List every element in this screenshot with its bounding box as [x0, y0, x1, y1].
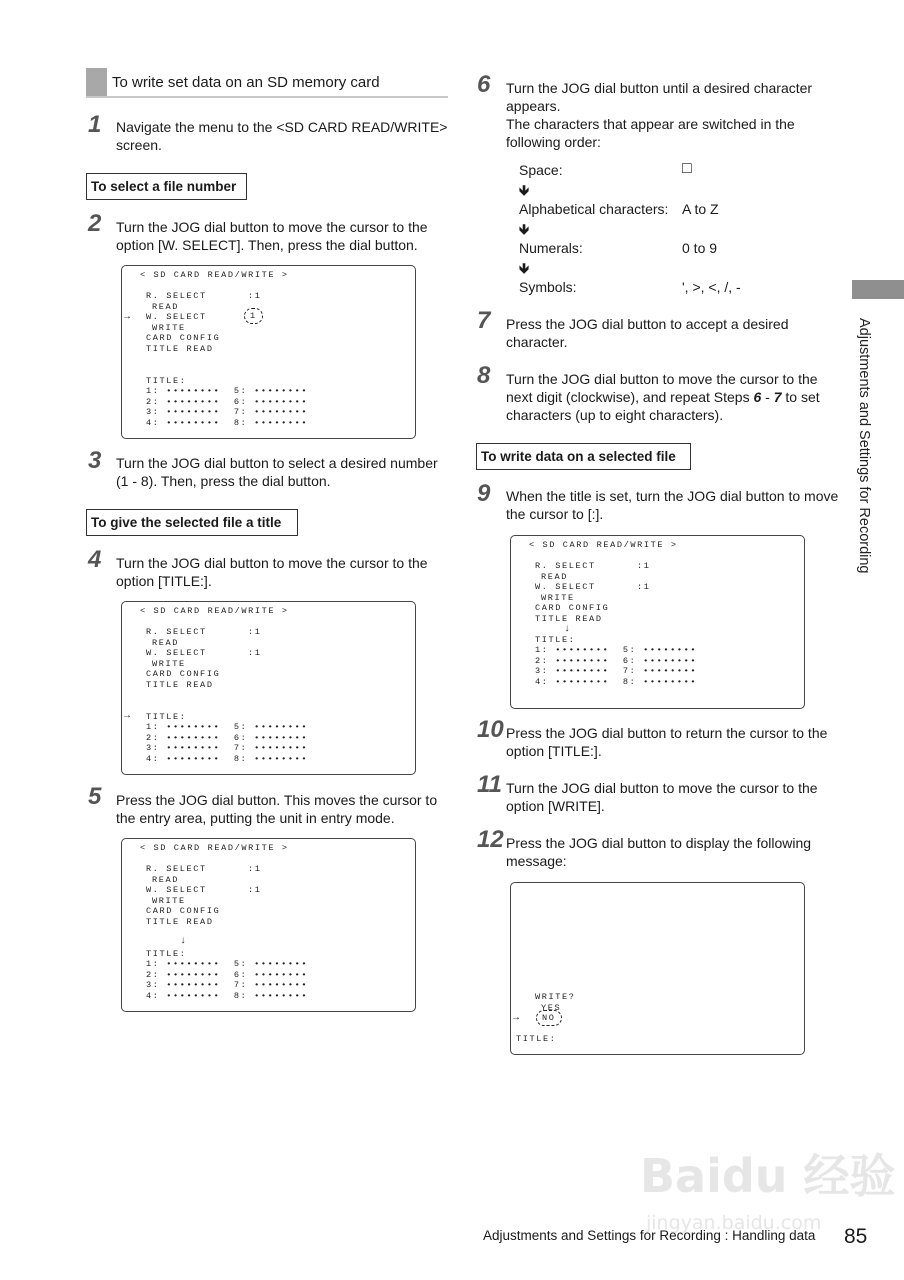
down-arrow-icon: 🡻 [519, 182, 530, 198]
step-number: 8 [477, 362, 491, 389]
subhead-file-number: To select a file number [86, 173, 247, 200]
footer-text: Adjustments and Settings for Recording : Handling data [483, 1228, 816, 1243]
lcd-screen-entry [121, 838, 416, 1012]
order-value: A to Z [682, 201, 719, 217]
menu-write: WRITE [152, 659, 186, 669]
order-label: Space: [519, 162, 563, 178]
title-row: 4: •••••••• 8: •••••••• [535, 677, 698, 687]
menu-r-select: R. SELECT [146, 627, 207, 637]
title-row: 1: •••••••• 5: •••••••• [146, 386, 309, 396]
down-arrow-icon: 🡻 [519, 260, 530, 276]
screen-header: < SD CARD READ/WRITE > [140, 843, 289, 853]
menu-w-select: W. SELECT [535, 582, 596, 592]
title-label: TITLE: [516, 1034, 557, 1044]
menu-title-read: TITLE READ [146, 680, 214, 690]
cursor-arrow: → [513, 1013, 521, 1024]
menu-value: :1 [248, 627, 262, 637]
step-text: Press the JOG dial button to return the cursor to the option [TITLE:]. [506, 725, 828, 759]
title-row: 1: •••••••• 5: •••••••• [146, 959, 309, 969]
menu-read: READ [152, 875, 180, 885]
option-no: NO [536, 1010, 562, 1026]
title-row: 4: •••••••• 8: •••••••• [146, 418, 309, 428]
page-number: 85 [844, 1225, 868, 1248]
step-number: 1 [88, 111, 102, 138]
subhead-file-title: To give the selected file a title [86, 509, 298, 536]
menu-card-config: CARD CONFIG [146, 669, 221, 679]
cursor-arrow: → [124, 711, 132, 722]
step-number: 5 [88, 783, 102, 810]
step-number: 3 [88, 447, 102, 474]
title-label: TITLE: [146, 949, 187, 959]
step-text: Turn the JOG dial button to move the cursor to the next digit (clockwise), and repeat Steps 6 - 7 to set characters (up to eight characters). [506, 371, 820, 423]
title-row: 3: •••••••• 7: •••••••• [146, 407, 309, 417]
step-text: Turn the JOG dial button to move the cursor to the option [WRITE]. [506, 780, 818, 814]
menu-r-select: R. SELECT [535, 561, 596, 571]
cursor-down-arrow: ↓ [564, 624, 572, 635]
section-header [86, 68, 448, 98]
title-label: TITLE: [535, 635, 576, 645]
step-number: 9 [477, 480, 491, 507]
menu-write: WRITE [541, 593, 575, 603]
step-number: 12 [477, 826, 504, 853]
step-text: Press the JOG dial button. This moves the cursor to the entry area, putting the unit in entry mode. [116, 792, 438, 826]
screen-header: < SD CARD READ/WRITE > [140, 270, 289, 280]
lcd-screen-wselect [121, 265, 416, 439]
step-text: Turn the JOG dial button to move the cursor to the option [TITLE:]. [116, 555, 428, 589]
blinking-value: 1 [244, 308, 263, 324]
title-row: 2: •••••••• 6: •••••••• [146, 733, 309, 743]
title-row: 3: •••••••• 7: •••••••• [146, 743, 309, 753]
down-arrow-icon: 🡻 [519, 221, 530, 237]
menu-r-select: R. SELECT [146, 864, 207, 874]
title-row: 2: •••••••• 6: •••••••• [146, 397, 309, 407]
step-number: 4 [88, 546, 102, 573]
write-prompt: WRITE? [535, 992, 576, 1002]
menu-w-select: W. SELECT [146, 312, 207, 322]
step-text: Turn the JOG dial button to select a desired number (1 - 8). Then, press the dial button. [116, 455, 438, 489]
title-row: 2: •••••••• 6: •••••••• [146, 970, 309, 980]
title-label: TITLE: [146, 712, 187, 722]
chapter-side-label: Adjustments and Settings for Recording [856, 318, 872, 574]
menu-value: :1 [248, 885, 262, 895]
menu-read: READ [541, 572, 569, 582]
step-text: When the title is set, turn the JOG dial button to move the cursor to [:]. [506, 488, 839, 522]
menu-read: READ [152, 302, 180, 312]
lcd-screen-write-confirm [510, 882, 805, 1055]
step-number: 11 [477, 771, 502, 798]
menu-write: WRITE [152, 896, 186, 906]
chapter-tab [852, 280, 904, 299]
menu-title-read: TITLE READ [146, 917, 214, 927]
step-text: Navigate the menu to the <SD CARD READ/WRITE> screen. [116, 119, 448, 153]
menu-card-config: CARD CONFIG [535, 603, 610, 613]
cursor-arrow: → [124, 312, 132, 323]
step-text: Press the JOG dial button to accept a desired character. [506, 316, 789, 350]
step-number: 2 [88, 210, 102, 237]
subhead-write-data: To write data on a selected file [476, 443, 691, 470]
order-label: Alphabetical characters: [519, 201, 669, 217]
menu-title-read: TITLE READ [146, 344, 214, 354]
menu-read: READ [152, 638, 180, 648]
watermark-url: jingyan.baidu.com [646, 1212, 822, 1234]
title-label: TITLE: [146, 376, 187, 386]
order-value: □ [682, 160, 692, 177]
order-value: 0 to 9 [682, 240, 718, 256]
section-header-bar [86, 68, 107, 96]
cursor-down-arrow: ↓ [180, 936, 188, 947]
step-text: Turn the JOG dial button until a desired character appears. The characters that appear are switched in the following order: [506, 80, 813, 150]
menu-value: :1 [248, 648, 262, 658]
lcd-screen-title [121, 601, 416, 775]
menu-value: :1 [248, 291, 262, 301]
step-number: 6 [477, 71, 491, 98]
menu-r-select: R. SELECT [146, 291, 207, 301]
order-value: ', >, <, /, - [682, 279, 741, 295]
menu-card-config: CARD CONFIG [146, 906, 221, 916]
menu-value: :1 [637, 582, 651, 592]
title-row: 1: •••••••• 5: •••••••• [535, 645, 698, 655]
step-number: 7 [477, 307, 491, 334]
step-number: 10 [477, 716, 504, 743]
title-row: 1: •••••••• 5: •••••••• [146, 722, 309, 732]
title-row: 4: •••••••• 8: •••••••• [146, 991, 309, 1001]
menu-write: WRITE [152, 323, 186, 333]
screen-header: < SD CARD READ/WRITE > [140, 606, 289, 616]
step-text: Turn the JOG dial button to move the cursor to the option [W. SELECT]. Then, press the dial button. [116, 219, 428, 253]
order-label: Numerals: [519, 240, 583, 256]
screen-header: < SD CARD READ/WRITE > [529, 540, 678, 550]
option-yes: YES [541, 1003, 562, 1013]
watermark: Baidu 经验 [640, 1149, 896, 1203]
menu-w-select: W. SELECT [146, 885, 207, 895]
menu-value: :1 [637, 561, 651, 571]
menu-value: :1 [248, 864, 262, 874]
menu-title-read: TITLE READ [535, 614, 603, 624]
order-label: Symbols: [519, 279, 577, 295]
title-row: 3: •••••••• 7: •••••••• [146, 980, 309, 990]
section-title: To write set data on an SD memory card [112, 74, 380, 91]
title-row: 2: •••••••• 6: •••••••• [535, 656, 698, 666]
menu-card-config: CARD CONFIG [146, 333, 221, 343]
title-row: 4: •••••••• 8: •••••••• [146, 754, 309, 764]
title-row: 3: •••••••• 7: •••••••• [535, 666, 698, 676]
menu-w-select: W. SELECT [146, 648, 207, 658]
lcd-screen-colon [510, 535, 805, 709]
step-text: Press the JOG dial button to display the following message: [506, 835, 812, 869]
